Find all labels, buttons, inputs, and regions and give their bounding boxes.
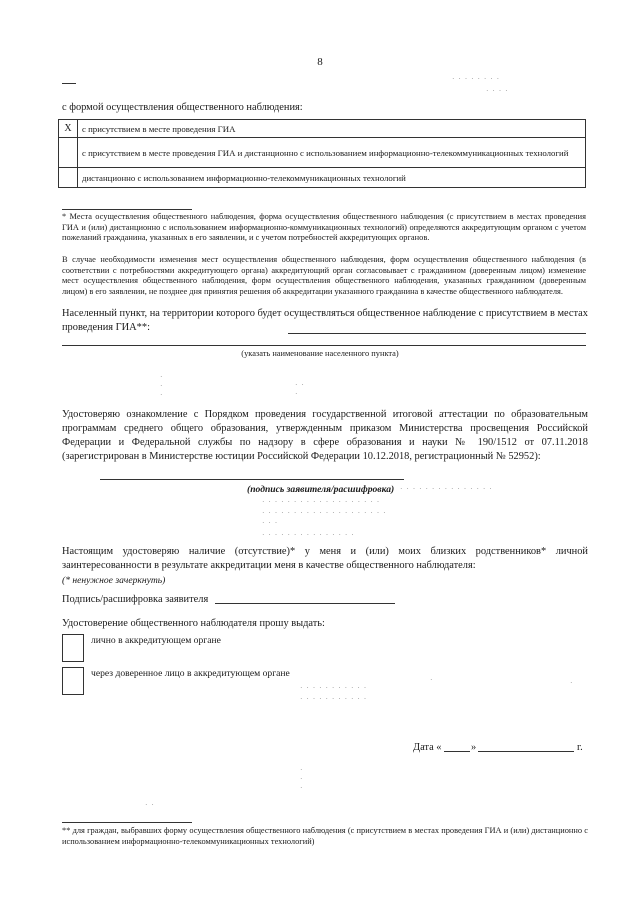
certify-signature-line[interactable] [100,479,404,480]
issue-option-checkbox[interactable] [62,667,84,695]
scan-noise: · · · · · · · · · · · · · · · · · · · [262,497,381,506]
issue-heading: Удостоверение общественного наблюдателя прошу выдать: [62,618,325,629]
footnote-separator [62,822,192,823]
page-number: 8 [317,56,323,68]
scan-noise: · · · · · · · · · · · · · · · [262,530,355,539]
scan-noise: · · · · · · · · · · · [300,683,368,692]
certify-text: Удостоверяю ознакомление с Порядком проведения государственной итоговой аттестации по образовательным программам среднего общего образования, утвержденным приказом Министерства просвещения Российской Федерации и Федеральной службы по надзору в сфере образования и науки № 190/1512 от 07.11.2018 (зарегистрирован в Министерстве юстиции Российской Федерации 10.12.2018, регистрационный № 52952): [62,409,588,462]
table-row [59,138,586,168]
scan-noise: · · · · · · · · · · · [300,694,368,703]
locality-input-line[interactable] [62,345,586,346]
forms-table [58,119,586,188]
issue-option-label: через доверенное лицо в аккредитующем органе [91,668,290,679]
form-option-text: дистанционно с использованием информационно-телекоммуникационных технологий [78,168,586,188]
signature-label: Подпись/расшифровка заявителя [62,594,209,605]
form-option-text: с присутствием в месте проведения ГИА и дистанционно с использованием информационно-телекоммуникационных технологий [78,138,586,168]
date-mid: » [471,742,477,753]
scan-noise: · · [145,800,155,809]
footnote-separator [62,209,192,210]
scan-noise: · · · · · · · · · · · · · · · · · · · · [262,508,387,517]
scan-noise: · · · [300,765,304,792]
table-row [59,168,586,188]
date-label: Дата « [413,742,442,753]
scan-mark [62,83,76,84]
locality-caption: (указать наименование населенного пункта) [241,349,399,358]
scan-noise: · · · · [486,86,509,95]
footnote-changes: В случае необходимости изменения мест осуществления общественного наблюдения, форм осуществления общественного наблюдения (в соответствии с потребностями аккредитующего органа) аккредитующий орган согласовывает с гражданином (доверенным лицом) изменение мест осуществления общественного наблюдения, форм осуществления общественного наблюдения, указанных гражданином (доверенным лицом) в его заявлении, не позднее дня принятия решения об аккредитации указанного гражданина в качестве общественного наблюдателя. [62,255,586,296]
locality-text: Населенный пункт, на территории которого будет осуществляться общественное наблюдение с присутствием в местах проведения ГИА**: [62,308,588,333]
form-checkbox[interactable]: X [59,120,78,138]
date-day-line[interactable] [444,751,470,752]
issue-option-label: лично в аккредитующем органе [91,635,221,646]
signature-caption: (подпись заявителя/расшифровка) [247,484,395,495]
form-checkbox[interactable] [59,168,78,188]
date-month-line[interactable] [478,751,574,752]
interest-note: (* ненужное зачеркнуть) [62,575,166,586]
table-row [59,120,586,138]
footnote-places: * Места осуществления общественного наблюдения, форма осуществления общественного наблюдения (с присутствием в местах проведения ГИА и (или) дистанционно с использованием информационно-коммуникационных технологий) определяются аккредитующим органом с учетом пожеланий гражданина, указанных в его заявлении, и с учетом потребностей аккредитующих органов. [62,212,586,243]
issue-option-checkbox[interactable] [62,634,84,662]
form-option-text: с присутствием в месте проведения ГИА [78,120,586,138]
scan-noise: · · · [160,372,164,399]
scan-noise: · · · [295,380,305,398]
date-end: г. [577,742,583,753]
scan-noise: · [430,675,434,684]
signature-input-line[interactable] [215,603,395,604]
scan-noise: · · · · · · · · [452,74,501,83]
scan-noise: · [570,678,574,687]
locality-input-line[interactable] [288,333,586,334]
scan-noise: · · · · · · · · · · · · · · · [400,484,493,493]
footnote-remote: ** для граждан, выбравших форму осуществления общественного наблюдения (с присутствием в местах проведения ГИА и (или) дистанционно с использованием информационно-телекоммуникационных технологий) [62,826,588,846]
interest-text: Настоящим удостоверяю наличие (отсутствие)* у меня и (или) моих близких родственников* личной заинтересованности в результате аккредитации меня в качестве общественного наблюдателя: [62,546,588,571]
forms-heading: с формой осуществления общественного наблюдения: [62,102,303,113]
scan-noise: · · · [262,518,279,527]
form-checkbox[interactable] [59,138,78,168]
